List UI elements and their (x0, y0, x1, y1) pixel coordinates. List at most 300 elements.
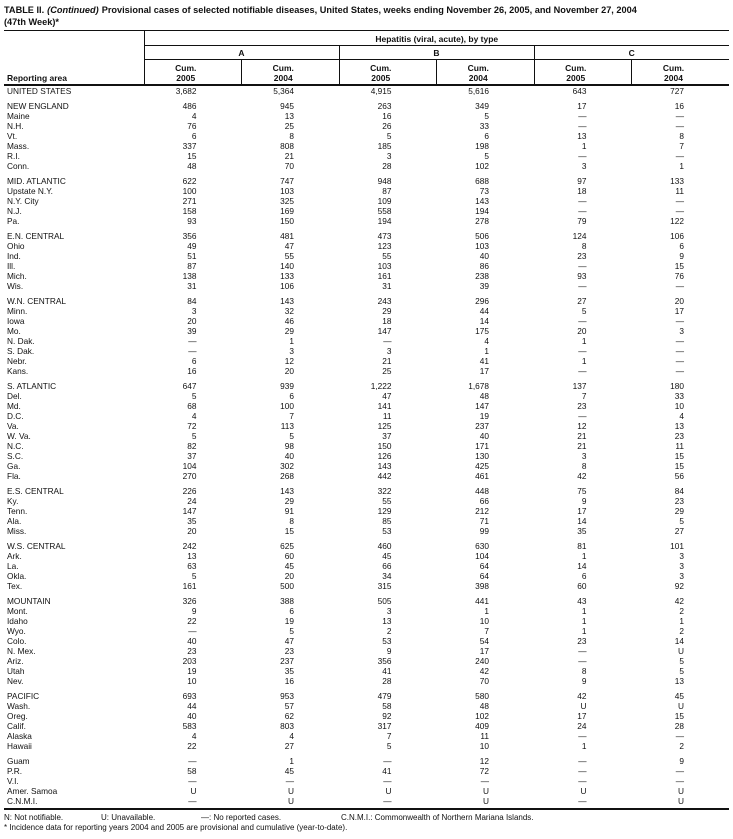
value-cell: 473 (377, 231, 392, 241)
value-cell: 21 (284, 151, 294, 161)
value-cell: 6 (484, 131, 489, 141)
value-cell: 100 (280, 401, 294, 411)
value-cell: — (578, 766, 587, 776)
value-cell: 580 (475, 691, 489, 701)
value-cell: 14 (577, 516, 587, 526)
value-cell: 138 (182, 271, 197, 281)
table-row (4, 316, 729, 326)
reporting-area-cell: Tex. (7, 581, 23, 591)
value-cell: 356 (182, 231, 197, 241)
value-cell: 3 (386, 346, 392, 356)
table-row (4, 616, 729, 626)
value-cell: 3 (581, 451, 587, 461)
value-cell: 47 (284, 636, 294, 646)
value-cell: 2 (679, 606, 684, 616)
value-cell: U (190, 786, 197, 796)
reporting-area-cell: N. Mex. (7, 646, 36, 656)
value-cell: 158 (182, 206, 197, 216)
value-cell: — (578, 656, 587, 666)
value-cell: 51 (187, 251, 197, 261)
table-row (4, 326, 729, 336)
value-cell: 185 (377, 141, 392, 151)
value-cell: 35 (187, 516, 197, 526)
value-cell: 66 (479, 496, 489, 506)
reporting-area-cell: N.Y. City (7, 196, 39, 206)
reporting-area-cell: Nev. (7, 676, 24, 686)
value-cell: 70 (284, 161, 294, 171)
value-cell: 23 (674, 431, 684, 441)
value-cell: 27 (577, 296, 587, 306)
reporting-area-cell: Ohio (7, 241, 25, 251)
value-cell: 630 (475, 541, 489, 551)
reporting-area-cell: Conn. (7, 161, 30, 171)
value-cell: 337 (182, 141, 197, 151)
value-cell: 5 (679, 656, 684, 666)
value-cell: 49 (187, 241, 197, 251)
value-cell: 37 (187, 451, 197, 461)
table-row (4, 151, 729, 161)
value-cell: 64 (479, 571, 489, 581)
value-cell: 10 (674, 401, 684, 411)
value-cell: 441 (475, 596, 489, 606)
table-row (4, 161, 729, 171)
year-label: 2005 (176, 73, 196, 83)
value-cell: 58 (187, 766, 197, 776)
value-cell: 6 (289, 391, 294, 401)
value-cell: 129 (377, 506, 392, 516)
value-cell: — (675, 206, 684, 216)
value-cell: 171 (475, 441, 489, 451)
value-cell: 17 (479, 366, 489, 376)
value-cell: 150 (377, 441, 392, 451)
value-cell: 1 (484, 606, 489, 616)
value-cell: U (288, 786, 294, 796)
reporting-area-cell: MOUNTAIN (7, 596, 51, 606)
value-cell: 7 (289, 411, 294, 421)
value-cell: 63 (187, 561, 197, 571)
value-cell: 194 (475, 206, 489, 216)
reporting-area-cell: Minn. (7, 306, 28, 316)
value-cell: 296 (475, 296, 489, 306)
value-cell: 6 (289, 606, 294, 616)
value-cell: — (188, 756, 197, 766)
table-row (4, 481, 729, 496)
value-cell: 123 (377, 241, 392, 251)
value-cell: 137 (572, 381, 587, 391)
value-cell: 140 (280, 261, 294, 271)
value-cell: — (578, 346, 587, 356)
value-cell: 109 (377, 196, 392, 206)
value-cell: 25 (382, 366, 392, 376)
value-cell: 141 (377, 401, 392, 411)
value-cell: 122 (670, 216, 684, 226)
value-cell: 40 (479, 431, 489, 441)
legend-not-notifiable: N: Not notifiable. (4, 813, 64, 822)
table-row (4, 431, 729, 441)
table-row (4, 216, 729, 226)
value-cell: 5 (679, 516, 684, 526)
value-cell: 5 (679, 666, 684, 676)
value-cell: — (675, 151, 684, 161)
value-cell: 939 (280, 381, 294, 391)
table-row (4, 306, 729, 316)
value-cell: — (578, 196, 587, 206)
value-cell: 98 (284, 441, 294, 451)
value-cell: 693 (182, 691, 197, 701)
col-header-a-2005 (144, 60, 242, 86)
value-cell: — (675, 776, 684, 786)
reporting-area-cell: Utah (7, 666, 25, 676)
value-cell: 16 (284, 676, 294, 686)
table-row (4, 581, 729, 591)
value-cell: 6 (191, 131, 197, 141)
value-cell: 15 (284, 526, 294, 536)
value-cell: 143 (475, 196, 489, 206)
value-cell: 103 (475, 241, 489, 251)
table-row (4, 346, 729, 356)
value-cell: 76 (187, 121, 197, 131)
value-cell: 11 (382, 411, 392, 421)
value-cell: 31 (382, 281, 392, 291)
reporting-area-cell: Oreg. (7, 711, 28, 721)
value-cell: 79 (577, 216, 587, 226)
value-cell: 1 (581, 356, 587, 366)
value-cell: 2 (679, 626, 684, 636)
value-cell: 238 (475, 271, 489, 281)
value-cell: 13 (674, 676, 684, 686)
disease-group-header: Hepatitis (viral, acute), by type (144, 31, 729, 46)
value-cell: 18 (382, 316, 392, 326)
continued-label: (Continued) (47, 5, 99, 15)
table-row (4, 271, 729, 281)
value-cell: 448 (475, 486, 489, 496)
value-cell: 48 (479, 701, 489, 711)
value-cell: 8 (581, 461, 587, 471)
value-cell: 93 (577, 271, 587, 281)
value-cell: 11 (675, 186, 684, 196)
value-cell: — (578, 121, 587, 131)
table-row (4, 196, 729, 206)
value-cell: 35 (284, 666, 294, 676)
value-cell: 104 (475, 551, 489, 561)
value-cell: 9 (386, 646, 392, 656)
value-cell: 13 (382, 616, 392, 626)
value-cell: 583 (182, 721, 197, 731)
value-cell: 212 (475, 506, 489, 516)
value-cell: 263 (377, 101, 392, 111)
table-row (4, 336, 729, 346)
value-cell: 302 (280, 461, 294, 471)
value-cell: 8 (581, 666, 587, 676)
value-cell: 41 (382, 666, 392, 676)
value-cell: 4,915 (370, 86, 392, 96)
value-cell: 356 (377, 656, 392, 666)
value-cell: 84 (187, 296, 197, 306)
value-cell: 40 (187, 711, 197, 721)
value-cell: 11 (480, 731, 489, 741)
value-cell: 5,364 (273, 86, 294, 96)
reporting-area-cell: Pa. (7, 216, 20, 226)
value-cell: 15 (674, 451, 684, 461)
value-cell: 8 (679, 131, 684, 141)
table-row (4, 121, 729, 131)
value-cell: 9 (679, 756, 684, 766)
value-cell: 143 (280, 486, 294, 496)
value-cell: 20 (284, 571, 294, 581)
value-cell: U (678, 701, 684, 711)
reporting-area-cell: N.J. (7, 206, 22, 216)
value-cell: 43 (577, 596, 587, 606)
value-cell: 11 (675, 441, 684, 451)
reporting-area-cell: W.N. CENTRAL (7, 296, 67, 306)
value-cell: 143 (377, 461, 392, 471)
value-cell: — (675, 766, 684, 776)
value-cell: 6 (679, 241, 684, 251)
reporting-area-cell: Calif. (7, 721, 26, 731)
value-cell: 56 (674, 471, 684, 481)
value-cell: 48 (187, 161, 197, 171)
value-cell: — (675, 111, 684, 121)
value-cell: 9 (679, 251, 684, 261)
value-cell: 20 (674, 296, 684, 306)
value-cell: U (580, 701, 587, 711)
value-cell: 15 (674, 711, 684, 721)
value-cell: 19 (284, 616, 294, 626)
value-cell: 13 (577, 131, 587, 141)
value-cell: 35 (577, 526, 587, 536)
table-row (4, 226, 729, 241)
value-cell: 147 (182, 506, 197, 516)
value-cell: 26 (382, 121, 392, 131)
reporting-area-cell: Wyo. (7, 626, 26, 636)
value-cell: 1 (484, 346, 489, 356)
value-cell: 76 (674, 271, 684, 281)
value-cell: U (678, 646, 684, 656)
table-row (4, 526, 729, 536)
reporting-area-cell: PACIFIC (7, 691, 40, 701)
value-cell: 1 (581, 551, 587, 561)
value-cell: 40 (187, 636, 197, 646)
table-row (4, 411, 729, 421)
value-cell: 72 (187, 421, 197, 431)
value-cell: 5 (289, 626, 294, 636)
value-cell: — (578, 151, 587, 161)
value-cell: 44 (187, 701, 197, 711)
table-row (4, 536, 729, 551)
value-cell: — (480, 776, 489, 786)
year-label: 2004 (664, 73, 683, 83)
table-row (4, 701, 729, 711)
value-cell: 42 (577, 471, 587, 481)
value-cell: 317 (377, 721, 392, 731)
value-cell: 24 (187, 496, 197, 506)
value-cell: 398 (475, 581, 489, 591)
value-cell: 8 (289, 516, 294, 526)
value-cell: — (383, 796, 392, 806)
reporting-area-cell: Tenn. (7, 506, 28, 516)
value-cell: 143 (280, 296, 294, 306)
value-cell: 42 (674, 596, 684, 606)
cum-label: Cum. (370, 63, 392, 73)
value-cell: 42 (479, 666, 489, 676)
value-cell: 7 (484, 626, 489, 636)
value-cell: 479 (377, 691, 392, 701)
table-row (4, 636, 729, 646)
value-cell: 23 (577, 401, 587, 411)
value-cell: 7 (679, 141, 684, 151)
value-cell: — (675, 281, 684, 291)
value-cell: 40 (479, 251, 489, 261)
value-cell: 25 (284, 121, 294, 131)
value-cell: 5,616 (468, 86, 489, 96)
reporting-area-cell: NEW ENGLAND (7, 101, 69, 111)
value-cell: 506 (475, 231, 489, 241)
reporting-area-cell: La. (7, 561, 19, 571)
value-cell: 3 (386, 151, 392, 161)
value-cell: 5 (484, 151, 489, 161)
reporting-area-cell: Vt. (7, 131, 18, 141)
value-cell: 1 (289, 756, 294, 766)
cum-label: Cum. (272, 63, 294, 73)
value-cell: 2 (386, 626, 392, 636)
value-cell: 48 (479, 391, 489, 401)
table-row (4, 676, 729, 686)
value-cell: 948 (377, 176, 392, 186)
value-cell: 44 (479, 306, 489, 316)
value-cell: 5 (191, 391, 197, 401)
value-cell: 84 (674, 486, 684, 496)
table-row (4, 461, 729, 471)
value-cell: 23 (674, 496, 684, 506)
col-header-a-2004 (242, 60, 340, 86)
table-row (4, 451, 729, 461)
reporting-area-cell: Md. (7, 401, 21, 411)
value-cell: 81 (577, 541, 587, 551)
value-cell: 147 (475, 401, 489, 411)
table-row (4, 766, 729, 776)
footnote-legend (4, 813, 729, 823)
value-cell: 41 (479, 356, 489, 366)
reporting-area-cell: Hawaii (7, 741, 32, 751)
value-cell: — (578, 756, 587, 766)
value-cell: 5 (191, 431, 197, 441)
value-cell: 3,682 (175, 86, 197, 96)
value-cell: 47 (284, 241, 294, 251)
value-cell: — (675, 316, 684, 326)
value-cell: 20 (284, 366, 294, 376)
table-row (4, 656, 729, 666)
value-cell: 85 (382, 516, 392, 526)
value-cell: 20 (187, 526, 197, 536)
value-cell: U (483, 796, 489, 806)
reporting-area-cell: Wash. (7, 701, 31, 711)
reporting-area-cell: Ala. (7, 516, 22, 526)
table-row (4, 376, 729, 391)
value-cell: 87 (187, 261, 197, 271)
table-row (4, 186, 729, 196)
value-cell: — (188, 796, 197, 806)
table-row (4, 261, 729, 271)
value-cell: — (578, 366, 587, 376)
table-row (4, 111, 729, 121)
value-cell: 97 (577, 176, 587, 186)
table-row (4, 721, 729, 731)
value-cell: 60 (577, 581, 587, 591)
value-cell: 240 (475, 656, 489, 666)
value-cell: 16 (187, 366, 197, 376)
reporting-area-cell: Mass. (7, 141, 30, 151)
value-cell: 103 (377, 261, 392, 271)
reporting-area-cell: W. Va. (7, 431, 31, 441)
value-cell: 23 (577, 251, 587, 261)
value-cell: 425 (475, 461, 489, 471)
value-cell: 17 (577, 506, 587, 516)
reporting-area-cell: Ga. (7, 461, 21, 471)
value-cell: 34 (382, 571, 392, 581)
value-cell: 15 (674, 461, 684, 471)
table-row (4, 666, 729, 676)
reporting-area-cell: Mo. (7, 326, 21, 336)
value-cell: 161 (182, 581, 197, 591)
value-cell: 23 (187, 646, 197, 656)
value-cell: 803 (280, 721, 294, 731)
value-cell: 75 (577, 486, 587, 496)
table-row (4, 471, 729, 481)
value-cell: 808 (280, 141, 294, 151)
value-cell: — (188, 626, 197, 636)
value-cell: U (580, 786, 587, 796)
value-cell: 21 (577, 431, 587, 441)
reporting-area-cell: N.C. (7, 441, 24, 451)
value-cell: 13 (187, 551, 197, 561)
table-row (4, 561, 729, 571)
value-cell: 486 (182, 101, 197, 111)
value-cell: 322 (377, 486, 392, 496)
value-cell: 349 (475, 101, 489, 111)
value-cell: — (578, 281, 587, 291)
value-cell: 33 (674, 391, 684, 401)
table-row (4, 516, 729, 526)
value-cell: 104 (182, 461, 197, 471)
table-row (4, 646, 729, 656)
value-cell: 125 (377, 421, 392, 431)
value-cell: 47 (382, 391, 392, 401)
notifiable-diseases-table (4, 31, 729, 806)
value-cell: 124 (572, 231, 587, 241)
value-cell: 5 (191, 571, 197, 581)
table-row (4, 496, 729, 506)
value-cell: 45 (382, 551, 392, 561)
value-cell: 23 (577, 636, 587, 646)
cum-label: Cum. (467, 63, 489, 73)
reporting-area-cell: Iowa (7, 316, 25, 326)
value-cell: 68 (187, 401, 197, 411)
value-cell: 57 (284, 701, 294, 711)
value-cell: 460 (377, 541, 392, 551)
cum-label: Cum. (175, 63, 197, 73)
value-cell: 4 (289, 731, 294, 741)
value-cell: 24 (577, 721, 587, 731)
table-row (4, 241, 729, 251)
value-cell: 54 (479, 636, 489, 646)
value-cell: 45 (284, 766, 294, 776)
value-cell: — (578, 206, 587, 216)
value-cell: 10 (479, 616, 489, 626)
reporting-area-cell: Fla. (7, 471, 21, 481)
value-cell: 243 (377, 296, 392, 306)
value-cell: U (385, 786, 392, 796)
value-cell: 1 (581, 141, 587, 151)
